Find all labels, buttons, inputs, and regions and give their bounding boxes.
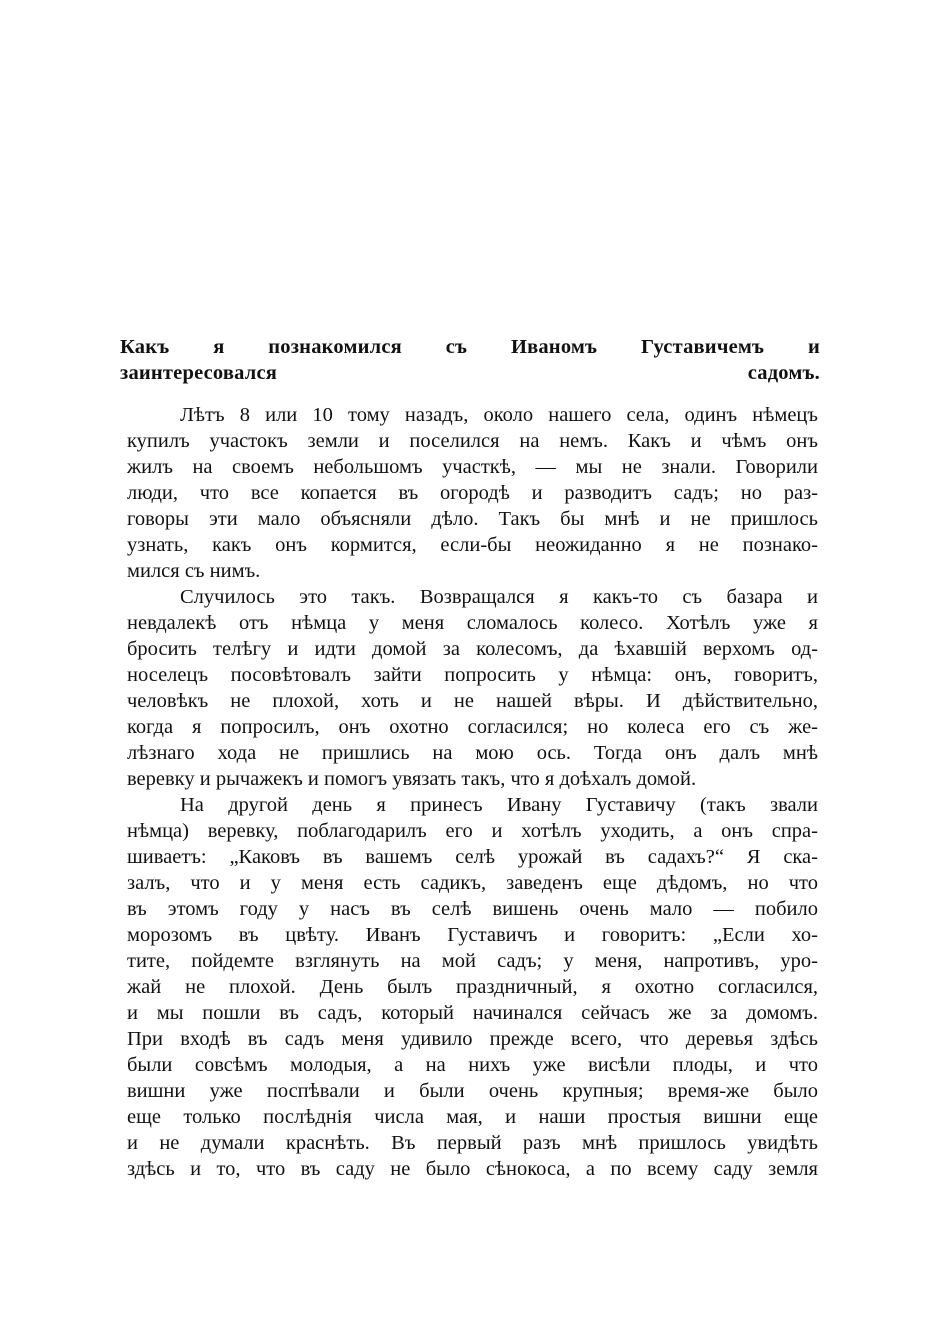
body-text xyxy=(127,402,818,1182)
text-line: лѣзнаго хода не пришлись на мою ось. Тогда онъ далъ мнѣ xyxy=(127,742,818,764)
text-line: были совсѣмъ молодыя, а на нихъ уже висѣли плоды, и что xyxy=(127,1054,818,1076)
text-line: узнать, какъ онъ кормится, если-бы неожиданно я не познако- xyxy=(127,534,818,556)
chapter-title xyxy=(120,334,820,386)
text-line: и мы пошли въ садъ, который начинался сейчасъ же за домомъ. xyxy=(127,1002,818,1024)
text-line: нѣмца) веревку, поблагодарилъ его и хотѣлъ уходить, а онъ спра- xyxy=(127,820,818,842)
text-line: купилъ участокъ земли и поселился на немъ. Какъ и чѣмъ онъ xyxy=(127,430,818,452)
text-line: Лѣтъ 8 или 10 тому назадъ, около нашего села, одинъ нѣмецъ xyxy=(180,404,818,426)
text-line: носелецъ посовѣтовалъ зайти попросить у нѣмца: онъ, говоритъ, xyxy=(127,664,818,686)
text-line: жилъ на своемъ небольшомъ участкѣ, — мы не знали. Говорили xyxy=(127,456,818,478)
chapter-title-line-1: Какъ я познакомился съ Иваномъ Густавичемъ и xyxy=(120,336,820,358)
text-line: еще только послѣднія числа мая, и наши простыя вишни еще xyxy=(127,1106,818,1128)
text-line: бросить телѣгу и идти домой за колесомъ, да ѣхавшій верхомъ од- xyxy=(127,638,818,660)
text-line: жай не плохой. День былъ праздничный, я охотно согласился, xyxy=(127,976,818,998)
text-line: веревку и рычажекъ и помогъ увязать такъ, что я доѣхалъ домой. xyxy=(127,768,697,790)
text-line: люди, что все копается въ огородѣ и разводитъ садъ; но раз- xyxy=(127,482,818,504)
text-line: невдалекѣ отъ нѣмца у меня сломалось колесо. Хотѣлъ уже я xyxy=(127,612,818,634)
text-line: морозомъ въ цвѣту. Иванъ Густавичъ и говоритъ: „Если хо- xyxy=(127,924,818,946)
text-line: вишни уже поспѣвали и были очень крупныя; время-же было xyxy=(127,1080,818,1102)
text-line: При входѣ въ садъ меня удивило прежде всего, что деревья здѣсь xyxy=(127,1028,818,1050)
text-line: тите, пойдемте взглянуть на мой садъ; у меня, напротивъ, уро- xyxy=(127,950,818,972)
text-line: говоры эти мало объясняли дѣло. Такъ бы мнѣ и не пришлось xyxy=(127,508,818,530)
text-line: залъ, что и у меня есть садикъ, заведенъ еще дѣдомъ, но что xyxy=(127,872,818,894)
text-line: На другой день я принесъ Ивану Густавичу (такъ звали xyxy=(180,794,818,816)
text-line: шиваетъ: „Каковъ въ вашемъ селѣ урожай въ садахъ?“ Я ска- xyxy=(127,846,818,868)
text-line: Случилось это такъ. Возвращался я какъ-то съ базара и xyxy=(180,586,818,608)
text-line: когда я попросилъ, онъ охотно согласился; но колеса его съ же- xyxy=(127,716,818,738)
text-line: мился съ нимъ. xyxy=(127,560,261,582)
text-line: въ этомъ году у насъ въ селѣ вишень очень мало — побило xyxy=(127,898,818,920)
chapter-title-line-2: заинтересовался садомъ. xyxy=(120,362,820,384)
text-line: и не думали краснѣть. Въ первый разъ мнѣ пришлось увидѣть xyxy=(127,1132,818,1154)
text-line: человѣкъ не плохой, хоть и не нашей вѣры. И дѣйствительно, xyxy=(127,690,818,712)
text-line: здѣсь и то, что въ саду не было сѣнокоса, а по всему саду земля xyxy=(127,1158,818,1180)
